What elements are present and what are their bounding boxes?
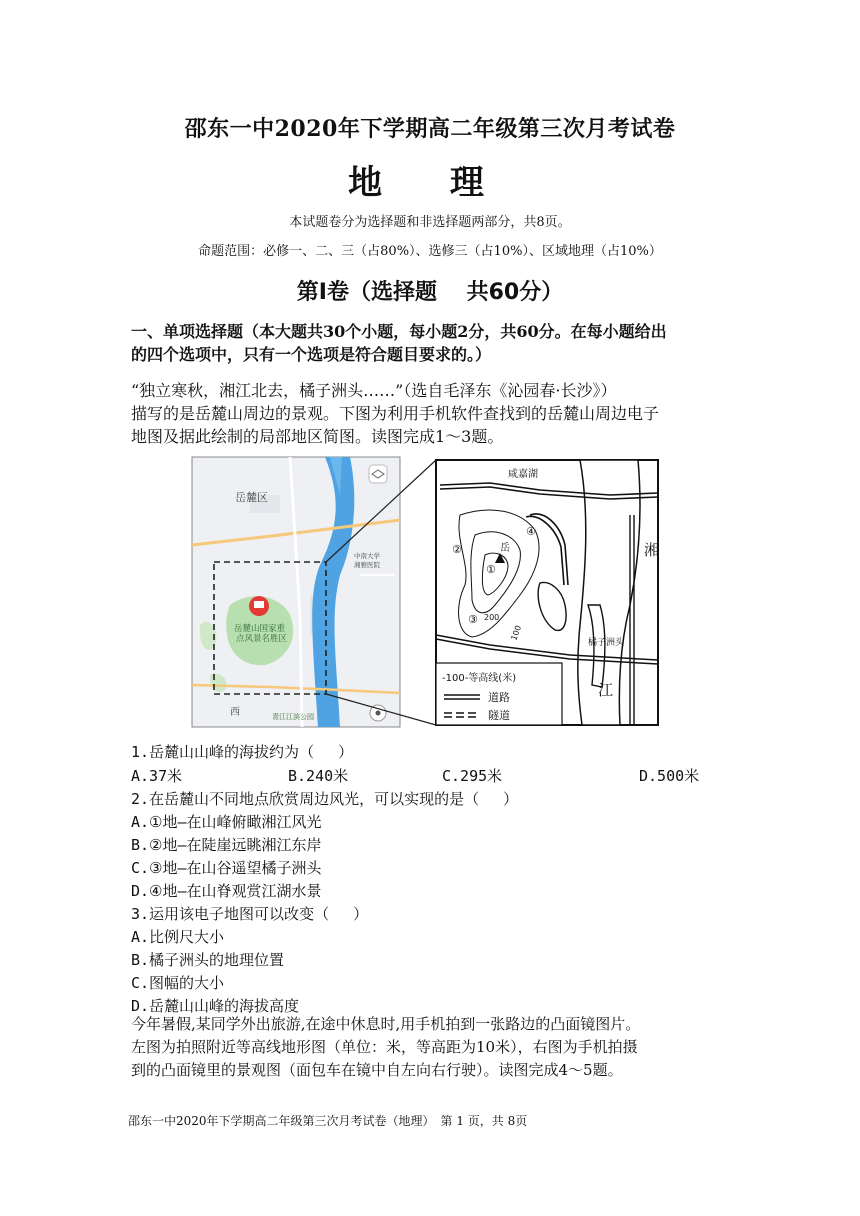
sketch-label-orange: 橘子洲头 xyxy=(588,638,625,648)
question-intro xyxy=(131,379,751,448)
question-3-option-d: D.岳麓山山峰的海拔高度 xyxy=(131,997,300,1015)
legend-tunnel: 隧道 xyxy=(488,709,510,722)
question-2-option-c: C.③地—在山谷遥望橘子洲头 xyxy=(131,859,322,877)
map-label-park2: 青江江滨公园 xyxy=(272,713,314,721)
section-heading xyxy=(131,320,741,366)
section-heading-line1: 一、单项选择题（本大题共30个小题，每小题2分，共60分。在每小题给出 xyxy=(131,322,667,341)
question-3-option-c: C.图幅的大小 xyxy=(131,974,225,992)
electronic-map xyxy=(192,457,400,727)
contour-200: 200 xyxy=(484,613,500,622)
page-footer: 邵东一中2020年下学期高二年级第三次月考试卷（地理） 第 1 页，共 8页 xyxy=(128,1114,528,1128)
sketch-label-peak: 岳 xyxy=(500,543,510,554)
map-label-park-2: 点风景名胜区 xyxy=(236,634,288,644)
map-label-hospital: 中南大学 xyxy=(354,552,380,560)
question-3-option-a: A.比例尺大小 xyxy=(131,928,225,946)
question-3-stem: 3.运用该电子地图可以改变（ ） xyxy=(131,905,369,923)
legend-road: 道路 xyxy=(488,691,510,704)
legend-contour: -100-等高线(米) xyxy=(442,673,517,684)
sketch-map xyxy=(436,460,659,725)
question-1-option-c: C.295米 xyxy=(442,767,503,785)
marker-4: ④ xyxy=(526,525,536,538)
pages-note: 本试题卷分为选择题和非选择题两部分，共8页。 xyxy=(289,215,571,230)
intro-line1: “独立寒秋，湘江北去，橘子洲头……”（选自毛泽东《沁园春·长沙》） xyxy=(131,381,617,400)
scope-note: 命题范围：必修一、二、三（占80%）、选修三（占10%）、区域地理（占10%） xyxy=(198,244,662,259)
sketch-label-jiang: 江 xyxy=(598,681,614,699)
section-heading-line2: 的四个选项中，只有一个选项是符合题目要求的。） xyxy=(131,345,492,364)
contour-100: 100 xyxy=(509,624,524,642)
exam-title: 邵东一中2020年下学期高二年级第三次月考试卷 xyxy=(184,116,676,142)
map-label-hospital-2: 湘雅医院 xyxy=(354,561,380,569)
intro-line2: 描写的是岳麓山周边的景观。下图为利用手机软件查找到的岳麓山周边电子 xyxy=(131,404,660,423)
map-label-park: 岳麓山国家重 xyxy=(234,624,286,634)
next-intro-line1: 今年暑假,某同学外出旅游,在途中休息时,用手机拍到一张路边的凸面镜图片。 xyxy=(131,1015,641,1033)
question-1-option-a: A.37米 xyxy=(131,767,183,785)
question-1-option-b: B.240米 xyxy=(288,767,349,785)
map-label-west: 西 xyxy=(230,707,240,718)
question-2-option-b: B.②地—在陡崖远眺湘江东岸 xyxy=(131,836,322,854)
subject-title: 地 理 xyxy=(348,163,512,203)
question-1-stem: 1.岳麓山山峰的海拔约为（ ） xyxy=(131,743,354,761)
next-intro-line2: 左图为拍照附近等高线地形图（单位：米，等高距为10米），右图为手机拍摄 xyxy=(131,1038,638,1056)
marker-1: ① xyxy=(486,563,496,576)
volume-title: 第Ⅰ卷（选择题 共60分） xyxy=(296,280,564,305)
question-2-option-d: D.④地—在山脊观赏江湖水景 xyxy=(131,882,322,900)
question-3-option-b: B.橘子洲头的地理位置 xyxy=(131,951,285,969)
map-label-district: 岳麓区 xyxy=(235,491,268,504)
next-question-intro xyxy=(131,1013,741,1082)
sketch-label-xiang: 湘 xyxy=(644,541,660,559)
question-2-stem: 2.在岳麓山不同地点欣赏周边风光，可以实现的是（ ） xyxy=(131,790,519,808)
map-figure xyxy=(190,455,670,730)
marker-2: ② xyxy=(452,543,462,556)
sketch-label-north: 咸嘉湖 xyxy=(508,469,538,480)
intro-line3: 地图及据此绘制的局部地区简图。读图完成1～3题。 xyxy=(131,427,504,446)
question-2-option-a: A.①地—在山峰俯瞰湘江风光 xyxy=(131,813,322,831)
next-intro-line3: 到的凸面镜里的景观图（面包车在镜中自左向右行驶）。读图完成4～5题。 xyxy=(131,1061,623,1079)
question-1-option-d: D.500米 xyxy=(639,767,700,785)
marker-3: ③ xyxy=(468,613,478,626)
